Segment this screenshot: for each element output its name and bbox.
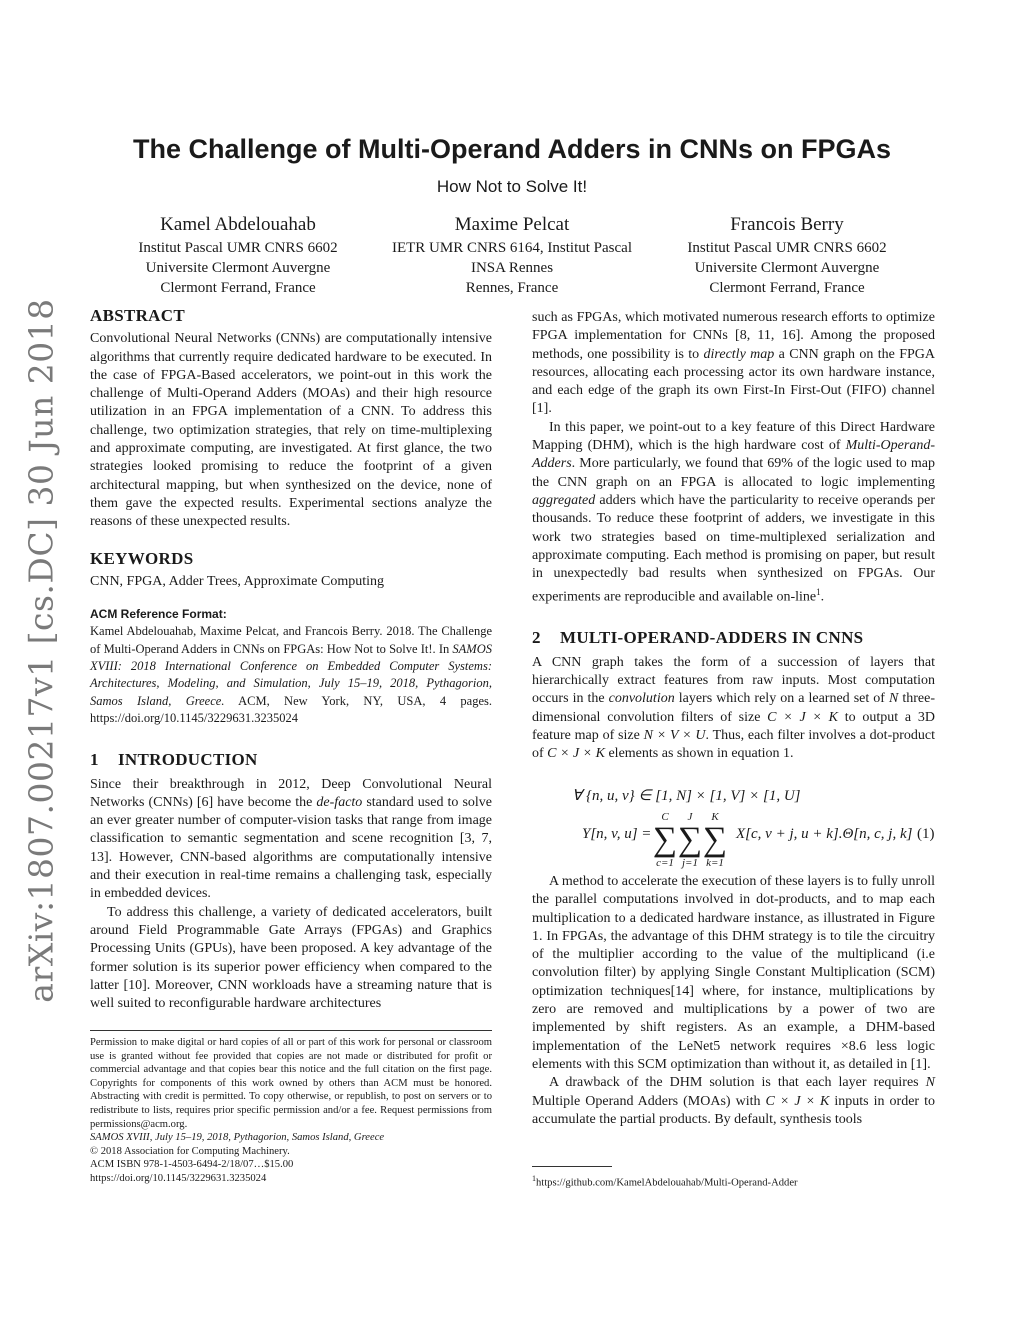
- author-name: Kamel Abdelouahab: [160, 214, 316, 235]
- author-affiliation: Institut Pascal UMR CNRS 6602: [687, 240, 887, 256]
- intro-paragraph: Since their breakthrough in 2012, Deep Convolutional Neural Networks (CNNs) [6] have become the de-facto standard used to solve an ever greater number of computer-vision tasks that range from image classification to semantic segmentation and scene recognition [3, 7, 13]. However, CNN-based algorithms are computationally intensive and their execution in real-time remains a challenging task, especially in embedded devices.: [90, 776, 493, 902]
- abstract-text: Convolutional Neural Networks (CNNs) are computationally intensive algorithms that currently require dedicated hardware to be executed. In the case of FPGA-Based accelerators, we point-out in this work the challenge of Multi-Operand Adders (MOAs) and their high resource utilization in an FPGA implementation of a CNN. To address this challenge, two optimization strategies, that rely on time-multiplexing and approximate computing, are investigated. At first glance, the two strategies looked promising to reduce the footprint of a given architectural mapping, but when synthesized on the device, none of them gave the expected results. Experimental sections analyze the reasons of these unexpected results.: [90, 331, 492, 530]
- author-affiliation: Institut Pascal UMR CNRS 6602: [138, 240, 338, 256]
- author-affiliation: INSA Rennes: [470, 260, 554, 276]
- equation-quantifier: ∀ {n, u, v} ∈ [1, N] × [1, V] × [1, U]: [572, 788, 801, 804]
- footnote-rule: [90, 1030, 492, 1031]
- permission-venue: SAMOS XVIII, July 15–19, 2018, Pythagorion, Samos Island, Greece: [90, 1132, 385, 1144]
- permission-text: Permission to make digital or hard copies of all or part of this work for personal or classroom use is granted without fee provided that copies are not made or distributed for profit or commercial advantage and that copies bear this notice and the full citation on the first page. Copyrights for components of this work owned by others than ACM must be honored. Abstracting with credit is permitted. To copy otherwise, or republish, to post on servers or to redistribute to lists, requires prior specific permission and/or a fee. Request permissions from permissions@acm.org.: [90, 1037, 492, 1130]
- author-name: Francois Berry: [730, 214, 844, 235]
- body-paragraph: A CNN graph takes the form of a succession of layers that hierarchically extract features from raw inputs. Most computation occurs in the convolution layers which rely on a learned set of N three-dimensional convolution filters of size C × J × K to output a 3D feature map of size N × V × U. Thus, each filter involves a dot-product of C × J × K elements as shown in equation 1.: [532, 654, 935, 762]
- author-affiliation: Universite Clermont Auvergne: [145, 260, 331, 276]
- author-affiliation: Clermont Ferrand, France: [160, 280, 316, 296]
- permission-doi: https://doi.org/10.1145/3229631.3235024: [90, 1172, 267, 1184]
- permission-copyright: © 2018 Association for Computing Machinery.: [90, 1145, 290, 1157]
- paper-title: The Challenge of Multi-Operand Adders in CNNs on FPGAs: [132, 134, 892, 164]
- footnote: $^1$https://github.com/KamelAbdelouahab/Multi-Operand-Adder: [532, 1174, 798, 1189]
- left-column: [90, 307, 492, 1013]
- author-affiliation: Clermont Ferrand, France: [709, 280, 865, 296]
- acm-ref-heading: ACM Reference Format:: [90, 607, 227, 622]
- intro-paragraph: To address this challenge, a variety of dedicated accelerators, built around Field Programmable Gate Arrays (FPGAs) and Graphics Processing Units (GPUs), have been proposed. A key advantage of the former solution is its superior power efficiency when compared to the latter [10]. Moreover, CNN workloads have a streaming nature that is well suited to reconfigurable hardware architectures: [90, 904, 492, 1012]
- body-paragraph: such as FPGAs, which motivated numerous research efforts to optimize FPGA implementation for CNNs [8, 11, 16]. Among the proposed methods, one possibility is to directly map a CNN graph on the FPGA resources, allocating each processing actor its own hardware instance, and each edge of the graph its own First-In First-Out (FIFO) channel [1].: [532, 310, 935, 417]
- author-name: Maxime Pelcat: [454, 214, 570, 235]
- author-affiliation: Rennes, France: [465, 280, 559, 296]
- intro-heading: 1 INTRODUCTION: [90, 750, 258, 770]
- author-block: [88, 212, 388, 298]
- author-affiliation: IETR UMR CNRS 6164, Institut Pascal: [391, 240, 632, 256]
- keywords-text: CNN, FPGA, Adder Trees, Approximate Computing: [90, 573, 385, 589]
- author-block: [637, 212, 937, 298]
- summation-c: C ∑ c=1: [652, 811, 678, 869]
- body-paragraph: A method to accelerate the execution of these layers is to fully unroll the parallel computations involved in dot-products, and to map each multiplication to a dedicated hardware instance, as illustrated in Figure 1. In FPGAs, the advantage of this DHM strategy is to tile the circuitry of the multiplier according to the value of the multiplicand (i.e convolution filter) by applying Single Constant Multiplication (SCM) optimization techniques[14] where, for instance, multiplications by zero are removed and multiplications by a power of two are implemented by shift registers. As an example, a DHM-based implementation of the LeNet5 network requires ×8.6 less logic elements with this SCM optimization than without it, as detailed in [1].: [532, 874, 935, 1072]
- right-column: [532, 309, 935, 763]
- footnote-rule: [532, 1166, 612, 1167]
- permission-block: [90, 1036, 492, 1186]
- equation-rhs: X[c, v + j, u + k].Θ[n, c, j, k]: [736, 826, 913, 842]
- paper-subtitle: How Not to Solve It!: [436, 177, 588, 196]
- arxiv-stamp: arXiv:1807.00217v1 [cs.DC] 30 Jun 2018: [21, 297, 61, 1003]
- equation-lhs: Y[n, v, u] =: [582, 826, 652, 842]
- author-block: [362, 212, 662, 298]
- right-column-lower: [532, 873, 935, 1129]
- body-paragraph: In this paper, we point-out to a key feature of this Direct Hardware Mapping (DHM), which is the high hardware cost of Multi-Operand-Adders. More particularly, we found that 69% of the logic used to map the CNN graph on an FPGA is allocated to logic implementing aggregated adders which have the particularity to receive operands per thousands. To reduce these footprint of adders, we investigate in this work two strategies based on time-multiplexed serialization and approximate computing. Each method is promising on paper, but result in unexpectedly bad results when synthesized on FPGAs. Our experiments are reproducible and available on-line$^1$.: [532, 419, 935, 606]
- section2-heading: 2 MULTI-OPERAND-ADDERS IN CNNS: [532, 628, 864, 648]
- keywords-heading: KEYWORDS: [90, 548, 194, 568]
- permission-isbn: ACM ISBN 978-1-4503-6494-2/18/07…$15.00: [90, 1159, 294, 1171]
- summation-k: K ∑ k=1: [702, 811, 728, 869]
- abstract-heading: ABSTRACT: [90, 306, 185, 325]
- equation-number: (1): [917, 826, 935, 842]
- acm-ref-text: Kamel Abdelouahab, Maxime Pelcat, and Francois Berry. 2018. The Challenge of Multi-Operand Adders in CNNs on FPGAs: How Not to Solve It!. In SAMOS XVIII: 2018 International Conference on Embedded Computer Systems: Architectures, Modeling, and Simulation, July 15–19, 2018, Pythagorion, Samos Island, Greece. ACM, New York, NY, USA, 4 pages. https://doi.org/10.1145/3229631.3235024: [90, 624, 492, 725]
- author-affiliation: Universite Clermont Auvergne: [694, 260, 880, 276]
- body-paragraph: A drawback of the DHM solution is that each layer requires N Multiple Operand Adders (MOAs) with C × J × K inputs in order to accumulate the partial products. By default, synthesis tools: [532, 1075, 935, 1127]
- summation-j: J ∑ j=1: [677, 811, 703, 869]
